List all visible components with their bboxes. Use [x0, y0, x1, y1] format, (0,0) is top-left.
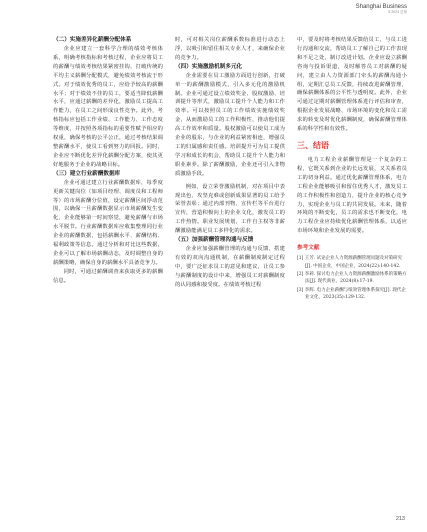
subheading-differentiated-pay: （二）实施差异化薪酬分配体系: [53, 37, 132, 43]
paragraph: 企业应加强薪酬管理的沟通与反馈，搭建有效的双向沟通机制，在薪酬制度制定过程中，要广泛征求员工的意见和建议，让员工参与薪酬制度的设计中来，增强员工对薪酬制度的认同感和接受度。在绩效考核过程: [175, 246, 285, 288]
section-heading-conclusion: 三、结语: [297, 140, 329, 150]
issue-info: 5 2024 总第: [388, 10, 407, 14]
reference-item: [1] 王芳. 试论企业人力资源薪酬管理问题及对策研究[J]. 中国企业，中国企业，2024(22):140-142.: [297, 256, 403, 269]
paragraph: 例如，设立荣誉激励机制，对在项目中表现出色、攻坚克难或创新成果显著的员工给予荣誉表彰；通过内部刊物、宣传栏等平台进行宣传，营造积极向上的企业文化，激发员工的工作热情。职业发展规划，工作自主权等非薪酬激励能满足员工多样化的需求。: [175, 183, 285, 235]
paragraph: 同时，可通过薪酬调查来获取更多的薪酬信息。: [53, 268, 163, 284]
column-2: [175, 36, 285, 496]
subheading-diversified-incentives: （四）实施激励机制多元化: [175, 63, 243, 70]
reference-item: [2] 李莉. 探讨电力企业人力资源薪酬激励体系的策略方法[J]. 现代商业，2024(8):17-19.: [297, 271, 407, 285]
column-1: [53, 36, 163, 496]
paragraph: 时，可对相关岗位薪酬系数标准进行动态上浮，以吸引和留住相关专业人才，来确保企业的竞争力。: [175, 37, 285, 61]
paragraph: 中，要及时将考核结果反馈给员工，与员工进行沟通和交流，帮助员工了解自己的工作表现和不足之处，制订改进计划。企业应设立薪酬咨询与投诉渠道，及时解答员工对薪酬的疑问，建立由人力资源部门牵头的薪酬沟通小组，定期汇总员工反馈，持续改进薪酬管理，确保薪酬体系的公平性与透明度。此外，企业可通过定期对薪酬管理体系进行评估和审查，根据企业发展战略、市场环境的变化和员工需求的转变及时优化薪酬制度，确保薪酬管理体系的科学性和有效性。: [297, 37, 407, 133]
publication-name: Shanghai Business: [355, 4, 407, 10]
paragraph: 电力工程企业薪酬管理是一个复杂的工程，它既关系到企业的长远发展，又关系着员工的切身利益。通过优化薪酬管理体系，电力工程企业能够吸引和留住优秀人才，激发员工的工作积极性和创造力，提升企业的核心竞争力，实现企业与员工的共同发展。未来，随着环境的不断变化，员工的需求也不断变化，电力工程企业应持续优化薪酬管理体系，以适应市场环境和企业发展的需要。: [297, 156, 407, 235]
journal-masthead: [356, 4, 407, 15]
article-body: [53, 36, 405, 496]
column-3: [297, 36, 407, 496]
subheading-industry-pay-database: （三）建立行业薪酬数据库: [53, 170, 121, 177]
paragraph: 企业需要在员工激励方面进行创新，打破单一的薪酬激励模式，引入多元化的激励机制。企业可通过设立绩效奖金、股权激励、培训提升等形式，激励员工提升个人能力和工作效率。可以按照员工的工作绩效实施绩效奖金，从而激励员工的工作积极性，推动他们提高工作效率和质量。股权激励可以使员工成为企业的股东，与企业的利益紧密相连，增强员工的归属感和责任感。培训提升可为员工提供学习和成长的机会，帮助员工提升个人能力和职业素养。除了薪酬激励，企业还可引入非物质激励手段。: [175, 72, 285, 177]
paragraph: 企业应建立一套科学合理的绩效考核体系，明确考核指标和考核过程，企业应将员工的薪酬与绩效考核结果紧密挂钩，打破传统的平均主义薪酬分配模式，避免绩效考核流于形式。对于绩效优秀的员工，应给予较高的薪酬水平；对于绩效不佳的员工，要适当降低薪酬水平，应通过薪酬的差异化，激励员工提高工作能力，在员工之间形成良性竞争。此外，考核指标应包括工作业绩、工作能力、工作态度等维度，并按照各项指标的重要性赋予相应的权重，确保考核的公平公正，通过考核结果调整薪酬水平，使员工看到努力的回报。同时，企业应不断优化差异化薪酬分配方案，使其更好地服务于企业的战略目标。: [53, 46, 163, 168]
reference-item: [3] 李辉. 电力企业薪酬与绩效管理体系探究[J]. 现代企业文化，2023(35):129-132.: [297, 287, 406, 301]
page-number: 213: [395, 516, 405, 522]
references-heading: 参考文献: [297, 245, 320, 252]
subheading-communication-feedback: （五）加强薪酬管理沟通与反馈: [175, 237, 254, 244]
paragraph: 企业可通过建立行业薪酬数据库，每季度更新关键岗位（如项目经理、调度员和工程师等）的市场薪酬分位值，设定薪酬区间浮动范围，以确保一旦薪酬数据显示市场薪酬发生变化，企业能够第一时间察觉，避免薪酬与市场水平脱节。行业薪酬数据库应收集整理同行业企业的薪酬数据，包括薪酬水平、薪酬结构、福利政策等信息。通过分析和对比这些数据，企业可以了解市场薪酬动态，及时调整自身的薪酬策略，确保自身的薪酬水平具备竞争力。: [53, 179, 163, 266]
